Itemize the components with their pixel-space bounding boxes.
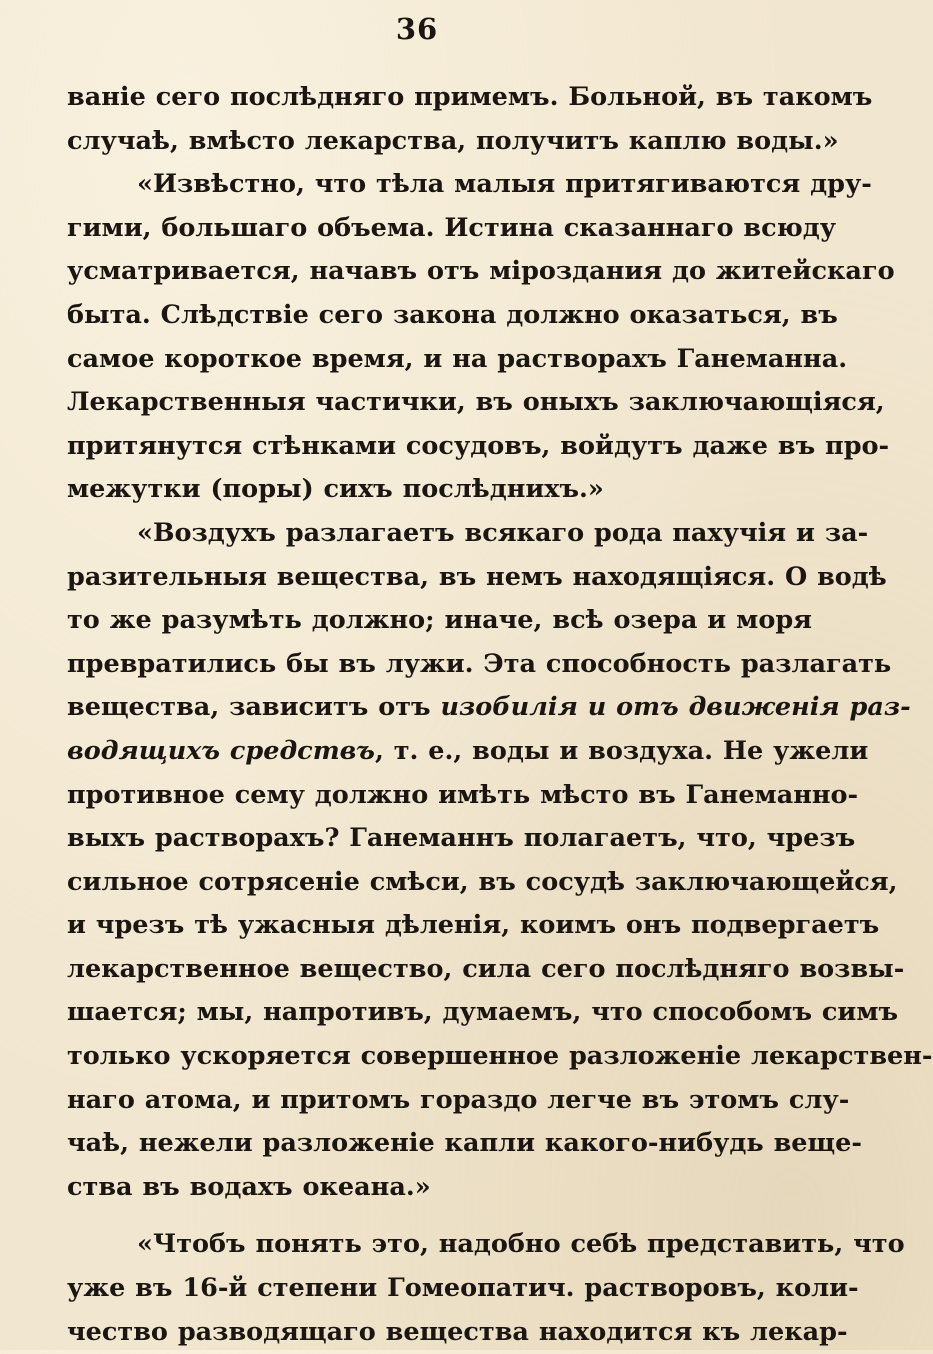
text-line: уже въ 16-й степени Гомеопатич. растворовъ, коли-	[67, 1273, 859, 1304]
text-line: выхъ растворахъ? Ганеманнъ полагаетъ, что, чрезъ	[67, 823, 856, 854]
text-line: только ускоряется совершенное разложеніе лекарствен-	[67, 1041, 933, 1072]
text-line: самое короткое время, и на растворахъ Ганеманна.	[67, 343, 848, 374]
text-line: усматривается, начавъ отъ міроздания до житейскаго	[67, 256, 895, 287]
text-segment: вещества, зависитъ отъ	[67, 692, 441, 723]
text-line: чаѣ, нежели разложеніе капли какого-нибудь веще-	[67, 1128, 862, 1159]
text-line: межутки (поры) сихъ послѣднихъ.»	[67, 474, 604, 505]
text-line: гими, большаго объема. Истина сказаннаго всюду	[67, 212, 837, 243]
text-line: лекарственное вещество, сила сего послѣдняго возвы-	[67, 953, 905, 984]
text-line: притянутся стѣнками сосудовъ, войдутъ даже въ про-	[67, 430, 890, 461]
text-line: наго атома, и притомъ гораздо легче въ этомъ слу-	[67, 1084, 850, 1115]
text-line	[67, 686, 911, 730]
text-line: «Воздухъ разлагаетъ всякаго рода пахучія и за-	[137, 517, 869, 548]
text-line: ваніе сего послѣдняго примемъ. Больной, въ такомъ	[67, 82, 873, 112]
text-line: Лекарственныя частички, въ оныхъ заключающіяся,	[67, 387, 885, 418]
text-segment: , т. е., воды и воздуха. Не ужели	[374, 735, 869, 766]
text-line: быта. Слѣдствіе сего закона должно оказаться, въ	[67, 299, 838, 330]
paragraph-gap	[67, 1209, 812, 1223]
text-line: случаѣ, вмѣсто лекарства, получитъ каплю воды.»	[67, 125, 839, 156]
italic-phrase: водящихъ средствъ	[67, 735, 375, 766]
text-line: чество разводящаго вещества находится къ лекар-	[67, 1316, 848, 1347]
text-line: ства въ водахъ океана.»	[67, 1171, 431, 1202]
text-line: «Извѣстно, что тѣла малыя притягиваются дру-	[137, 169, 872, 200]
text-line: превратились бы въ лужи. Эта способность разлагать	[67, 648, 892, 679]
page-number: 36	[395, 12, 439, 46]
text-line: разительныя вещества, въ немъ находящіяся. О водѣ	[67, 561, 887, 592]
text-line: то же разумѣть должно; иначе, всѣ озера и моря	[67, 605, 812, 636]
italic-phrase: изобилія и отъ движенія раз-	[440, 692, 911, 723]
text-line: противное сему должно имѣть мѣсто въ Ганеманно-	[67, 779, 859, 810]
text-line	[67, 730, 869, 774]
body-text	[67, 76, 933, 1354]
text-line: шается; мы, напротивъ, думаемъ, что способомъ симъ	[67, 997, 899, 1028]
text-line: «Чтобъ понять это, надобно себѣ представить, что	[137, 1229, 905, 1260]
text-line: сильное сотрясеніе смѣси, въ сосудѣ заключающейся,	[67, 866, 898, 897]
text-line: и чрезъ тѣ ужасныя дѣленія, коимъ онъ подвергаетъ	[67, 910, 880, 941]
